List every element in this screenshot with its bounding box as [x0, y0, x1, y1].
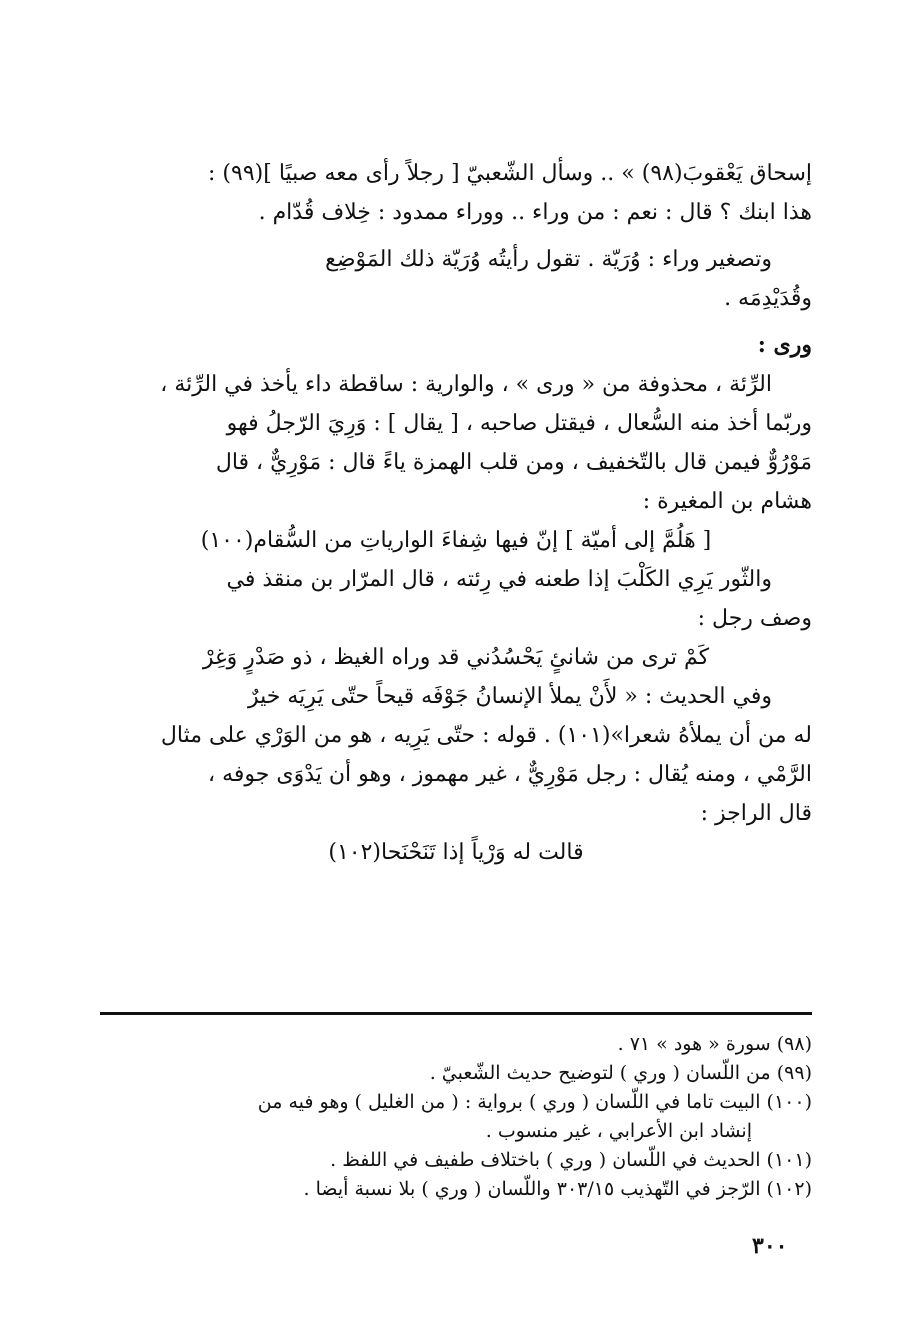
body-line: هشام بن المغيرة :: [642, 489, 812, 514]
poem-verse: قالت له وَرْياً إذا تَنَحْنَحا(١٠٢): [328, 840, 584, 865]
footnote-divider: [100, 1012, 812, 1015]
main-text: [100, 154, 812, 872]
footnote-continuation: إنشاد ابن الأعرابي ، غير منسوب .: [485, 1120, 752, 1142]
body-line: هذا ابنك ؟ قال : نعم : من وراء .. ووراء ممدود : خِلاف قُدّام .: [258, 200, 812, 225]
poem-verse: [ هَلُمَّ إلى أميّة ] إنّ فيها شِفاءَ الوارياتِ من السُّقام(١٠٠): [200, 528, 712, 553]
footnotes: [100, 1030, 812, 1204]
body-line: قال الراجز :: [700, 801, 812, 826]
body-line: مَوْرُوٌّ فيمن قال بالتّخفيف ، ومن قلب الهمزة ياءً قال : مَوْرِيٌّ ، قال: [215, 450, 812, 475]
entry-heading: ورى :: [757, 332, 812, 358]
footnote: (١٠١) الحديث في اللّسان ( وري ) باختلاف طفيف في اللفظ .: [330, 1149, 812, 1171]
body-line: إسحاق يَعْقوبَ(٩٨) » .. وسأل الشّعبيّ [ رجلاً رأى معه صبيًا ](٩٩) :: [208, 161, 812, 186]
footnote: (١٠٢) الرّجز في التّهذيب ٣٠٣/١٥ واللّسان ( وري ) بلا نسبة أيضا .: [303, 1178, 812, 1200]
page-number: ٣٠٠: [752, 1233, 788, 1259]
body-line: الرِّئة ، محذوفة من « ورى » ، والوارية : ساقطة داء يأخذ في الرِّئة ،: [160, 372, 772, 397]
footnote: (١٠٠) البيت تاما في اللّسان ( وري ) برواية : ( من الغليل ) وهو فيه من: [257, 1091, 812, 1113]
body-line: له من أن يملأهُ شعرا»(١٠١) . قوله : حتّى يَرِيه ، هو من الوَرْي على مثال: [160, 723, 812, 748]
body-line: وفي الحديث : « لأَنْ يملأ الإنسانُ جَوْفَه قيحاً حتّى يَرِيَه خيرٌ: [248, 684, 772, 709]
body-line: وربّما أخذ منه السُّعال ، فيقتل صاحبه ، [ يقال ] : وَرِيَ الرّجلُ فهو: [226, 411, 812, 436]
body-line: والثّور يَرِي الكَلْبَ إذا طعنه في رِئته ، قال المرّار بن منقذ في: [226, 567, 772, 592]
body-line: الرَّمْي ، ومنه يُقال : رجل مَوْرِيٌّ ، غير مهموز ، وهو أن يَدْوَى جوفه ،: [207, 762, 812, 787]
footnote: (٩٩) من اللّسان ( وري ) لتوضيح حديث الشّعبيّ .: [429, 1062, 812, 1084]
footnote: (٩٨) سورة « هود » ٧١ .: [617, 1033, 812, 1055]
body-line: وقُدَيْدِمَه .: [724, 286, 812, 311]
poem-verse: كَمْ ترى من شانئٍ يَحْسُدُني قد وراه الغيظ ، ذو صَدْرٍ وَغِرْ: [202, 645, 710, 670]
body-line: وتصغير وراء : وُرَيّة . تقول رأيتُه وُرَيّة ذلك المَوْضِع: [325, 247, 772, 272]
body-line: وصف رجل :: [697, 606, 812, 631]
